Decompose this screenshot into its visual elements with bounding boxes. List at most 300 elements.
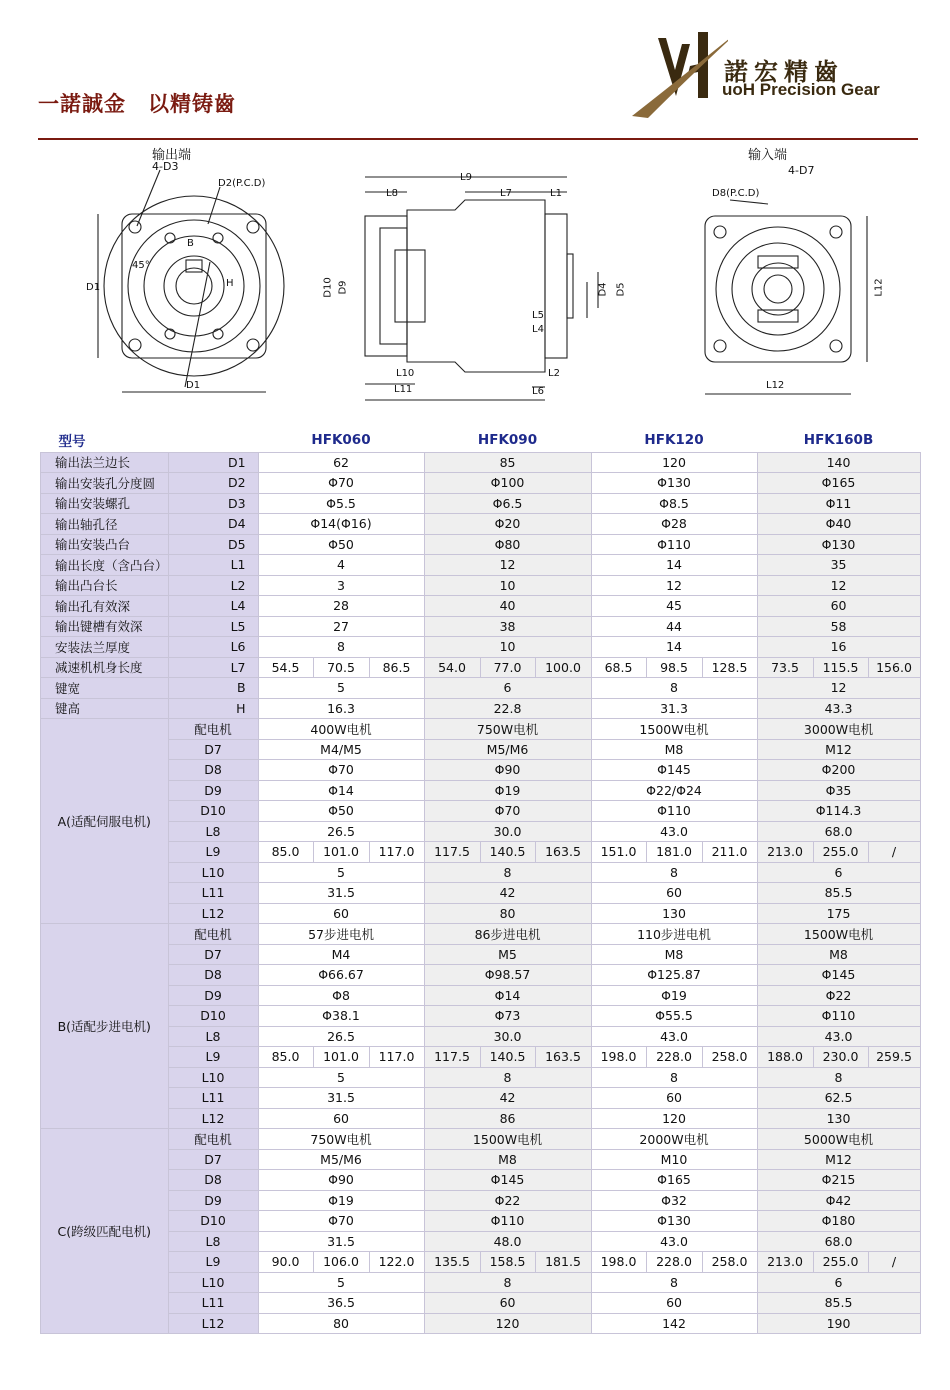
dim-l8: L8 (386, 188, 398, 199)
table-row (41, 1026, 921, 1047)
value-cell: Φ80 (424, 534, 591, 555)
table-row (41, 493, 921, 514)
value-cell: Φ98.57 (424, 965, 591, 986)
value-cell: 31.3 (591, 698, 757, 719)
value-cell: 188.0 (757, 1047, 813, 1068)
value-cell: Φ145 (591, 760, 757, 781)
dim-l4: L4 (532, 324, 544, 335)
value-cell: 43.0 (757, 1026, 920, 1047)
row-label: 输出安装孔分度圆 (41, 473, 169, 494)
dim-l1: L1 (550, 188, 562, 199)
value-cell: 117.5 (424, 842, 480, 863)
table-row (41, 657, 921, 678)
table-row (41, 1047, 921, 1068)
value-cell: 158.5 (480, 1252, 535, 1273)
value-cell: 8 (591, 1272, 757, 1293)
value-cell: 68.0 (757, 1231, 920, 1252)
row-code: L9 (168, 842, 258, 863)
header-model: HFK090 (477, 431, 538, 448)
value-cell: Φ22 (757, 985, 920, 1006)
value-cell: Φ5.5 (258, 493, 424, 514)
row-label: 输出法兰边长 (41, 452, 169, 473)
value-cell: Φ50 (258, 534, 424, 555)
value-cell: 12 (424, 555, 591, 576)
table-row (41, 1211, 921, 1232)
value-cell: Φ90 (424, 760, 591, 781)
row-code: L11 (168, 1088, 258, 1109)
row-code: D2 (168, 473, 258, 494)
value-cell: 43.3 (757, 698, 920, 719)
row-code: L11 (168, 1293, 258, 1314)
header-model-label: 型号 (58, 433, 86, 450)
value-cell: Φ145 (424, 1170, 591, 1191)
row-code: L10 (168, 862, 258, 883)
value-cell: 54.5 (258, 657, 313, 678)
header-model: HFK160B (803, 431, 874, 448)
value-cell: 3 (258, 575, 424, 596)
value-cell: Φ40 (757, 514, 920, 535)
dim-l11: L11 (394, 384, 413, 395)
value-cell: M8 (424, 1149, 591, 1170)
value-cell: Φ110 (424, 1211, 591, 1232)
table-row (41, 616, 921, 637)
value-cell: Φ42 (757, 1190, 920, 1211)
value-cell: 140.5 (480, 842, 535, 863)
value-cell: 36.5 (258, 1293, 424, 1314)
value-cell: 140.5 (480, 1047, 535, 1068)
row-code: L12 (168, 903, 258, 924)
row-code: 配电机 (168, 1129, 258, 1150)
row-code: L8 (168, 1026, 258, 1047)
value-cell: M5 (424, 944, 591, 965)
value-cell: 43.0 (591, 1231, 757, 1252)
value-cell: Φ19 (258, 1190, 424, 1211)
value-cell: 211.0 (702, 842, 757, 863)
dim-d2: D2(P.C.D) (218, 178, 266, 189)
row-code: 配电机 (168, 924, 258, 945)
table-row (41, 1293, 921, 1314)
value-cell: 31.5 (258, 1088, 424, 1109)
value-cell: Φ114.3 (757, 801, 920, 822)
value-cell: 8 (258, 637, 424, 658)
value-cell: Φ145 (757, 965, 920, 986)
value-cell: 2000W电机 (591, 1129, 757, 1150)
value-cell: 62 (258, 452, 424, 473)
table-row (41, 1170, 921, 1191)
value-cell: 42 (424, 1088, 591, 1109)
row-code: D9 (168, 985, 258, 1006)
value-cell: Φ8.5 (591, 493, 757, 514)
table-row (41, 1149, 921, 1170)
value-cell: 6 (757, 1272, 920, 1293)
value-cell: 60 (424, 1293, 591, 1314)
value-cell: M8 (591, 944, 757, 965)
value-cell: 110步进电机 (591, 924, 757, 945)
header-model: HFK060 (311, 431, 371, 448)
table-row (41, 944, 921, 965)
dim-l6: L6 (532, 386, 544, 397)
dim-d9: D9 (337, 280, 349, 295)
value-cell: 5 (258, 1272, 424, 1293)
table-row (41, 555, 921, 576)
value-cell: 12 (757, 575, 920, 596)
row-code: D10 (168, 801, 258, 822)
value-cell: 130 (591, 903, 757, 924)
value-cell: 255.0 (813, 842, 868, 863)
row-code: L12 (168, 1313, 258, 1334)
row-code: L8 (168, 821, 258, 842)
value-cell: 26.5 (258, 821, 424, 842)
value-cell: 255.0 (813, 1252, 868, 1273)
row-label: 键宽 (41, 678, 169, 699)
value-cell: 5000W电机 (757, 1129, 920, 1150)
group-label: A(适配伺服电机) (41, 719, 169, 924)
value-cell: Φ8 (258, 985, 424, 1006)
value-cell: 181.0 (646, 842, 702, 863)
value-cell: 8 (424, 1067, 591, 1088)
value-cell: 16 (757, 637, 920, 658)
value-cell: Φ110 (757, 1006, 920, 1027)
table-row (41, 903, 921, 924)
row-code: 配电机 (168, 719, 258, 740)
value-cell: 54.0 (424, 657, 480, 678)
dim-4-d3: 4-D3 (152, 160, 179, 173)
value-cell: M4/M5 (258, 739, 424, 760)
value-cell: 85.5 (757, 1293, 920, 1314)
table-row (41, 924, 921, 945)
table-row (41, 698, 921, 719)
dim-l7: L7 (500, 188, 512, 199)
value-cell: 8 (424, 1272, 591, 1293)
value-cell: Φ22/Φ24 (591, 780, 757, 801)
value-cell: 31.5 (258, 1231, 424, 1252)
table-row (41, 739, 921, 760)
value-cell: 198.0 (591, 1047, 646, 1068)
dim-d5: D5 (615, 282, 627, 297)
value-cell: M5/M6 (258, 1149, 424, 1170)
value-cell: M5/M6 (424, 739, 591, 760)
value-cell: 120 (424, 1313, 591, 1334)
value-cell: Φ14 (258, 780, 424, 801)
value-cell: 6 (757, 862, 920, 883)
row-label: 输出键槽有效深 (41, 616, 169, 637)
table-row (41, 862, 921, 883)
value-cell: 101.0 (313, 1047, 369, 1068)
value-cell: Φ70 (258, 1211, 424, 1232)
value-cell: 68.5 (591, 657, 646, 678)
value-cell: 30.0 (424, 821, 591, 842)
value-cell: Φ14(Φ16) (258, 514, 424, 535)
value-cell: 122.0 (369, 1252, 424, 1273)
value-cell: / (868, 842, 920, 863)
table-row (41, 452, 921, 473)
row-label: 键高 (41, 698, 169, 719)
table-row (41, 1272, 921, 1293)
row-code: L4 (168, 596, 258, 617)
row-label: 输出安装凸台 (41, 534, 169, 555)
row-label: 输出孔有效深 (41, 596, 169, 617)
value-cell: 142 (591, 1313, 757, 1334)
value-cell: Φ70 (424, 801, 591, 822)
row-code: D7 (168, 1149, 258, 1170)
value-cell: 85 (424, 452, 591, 473)
value-cell: 27 (258, 616, 424, 637)
value-cell: 44 (591, 616, 757, 637)
value-cell: Φ70 (258, 473, 424, 494)
row-code: D5 (168, 534, 258, 555)
value-cell: 750W电机 (258, 1129, 424, 1150)
value-cell: 38 (424, 616, 591, 637)
value-cell: M12 (757, 739, 920, 760)
value-cell: Φ22 (424, 1190, 591, 1211)
value-cell: 8 (424, 862, 591, 883)
value-cell: Φ110 (591, 801, 757, 822)
value-cell: 1500W电机 (757, 924, 920, 945)
value-cell: 213.0 (757, 1252, 813, 1273)
value-cell: 5 (258, 862, 424, 883)
row-code: D7 (168, 739, 258, 760)
dim-l5: L5 (532, 310, 544, 321)
row-code: D10 (168, 1211, 258, 1232)
table-row (41, 842, 921, 863)
value-cell: Φ130 (757, 534, 920, 555)
value-cell: M4 (258, 944, 424, 965)
value-cell: 62.5 (757, 1088, 920, 1109)
value-cell: 60 (591, 883, 757, 904)
value-cell: 14 (591, 555, 757, 576)
table-row (41, 1190, 921, 1211)
value-cell: 57步进电机 (258, 924, 424, 945)
dim-h: H (226, 278, 234, 289)
value-cell: 4 (258, 555, 424, 576)
row-code: D7 (168, 944, 258, 965)
value-cell: Φ50 (258, 801, 424, 822)
value-cell: Φ32 (591, 1190, 757, 1211)
table-row (41, 780, 921, 801)
value-cell: Φ19 (424, 780, 591, 801)
value-cell: 163.5 (535, 842, 591, 863)
value-cell: 86步进电机 (424, 924, 591, 945)
value-cell: 60 (258, 903, 424, 924)
row-code: D8 (168, 760, 258, 781)
value-cell: 8 (757, 1067, 920, 1088)
value-cell: Φ35 (757, 780, 920, 801)
value-cell: Φ70 (258, 760, 424, 781)
value-cell: 8 (591, 862, 757, 883)
value-cell: Φ38.1 (258, 1006, 424, 1027)
value-cell: 5 (258, 1067, 424, 1088)
value-cell: 130 (757, 1108, 920, 1129)
value-cell: Φ90 (258, 1170, 424, 1191)
value-cell: M8 (591, 739, 757, 760)
row-code: D8 (168, 965, 258, 986)
drawing-lines (40, 142, 920, 412)
row-code: L2 (168, 575, 258, 596)
table-row (41, 1067, 921, 1088)
value-cell: 22.8 (424, 698, 591, 719)
brand-logo-icon (628, 18, 728, 128)
value-cell: 106.0 (313, 1252, 369, 1273)
value-cell: 85.0 (258, 1047, 313, 1068)
spec-table (40, 428, 921, 1334)
row-label: 输出凸台长 (41, 575, 169, 596)
page-header (0, 0, 950, 150)
value-cell: Φ73 (424, 1006, 591, 1027)
value-cell: 117.5 (424, 1047, 480, 1068)
value-cell: 8 (591, 1067, 757, 1088)
row-label: 输出轴孔径 (41, 514, 169, 535)
value-cell: 26.5 (258, 1026, 424, 1047)
value-cell: 85.5 (757, 883, 920, 904)
value-cell: 35 (757, 555, 920, 576)
table-row (41, 1129, 921, 1150)
row-label: 输出长度（含凸台） (41, 555, 169, 576)
value-cell: 60 (258, 1108, 424, 1129)
table-row (41, 1313, 921, 1334)
value-cell: 12 (757, 678, 920, 699)
value-cell: Φ110 (591, 534, 757, 555)
table-row (41, 678, 921, 699)
dim-l10: L10 (396, 368, 415, 379)
value-cell: 228.0 (646, 1047, 702, 1068)
value-cell: Φ165 (591, 1170, 757, 1191)
value-cell: 190 (757, 1313, 920, 1334)
value-cell: 31.5 (258, 883, 424, 904)
row-label: 安装法兰厚度 (41, 637, 169, 658)
value-cell: 117.0 (369, 842, 424, 863)
value-cell: 120 (591, 452, 757, 473)
value-cell: 85.0 (258, 842, 313, 863)
dim-d10: D10 (322, 277, 334, 298)
value-cell: 230.0 (813, 1047, 868, 1068)
value-cell: Φ125.87 (591, 965, 757, 986)
dim-d8: D8(P.C.D) (712, 188, 760, 199)
value-cell: 120 (591, 1108, 757, 1129)
row-code: L6 (168, 637, 258, 658)
value-cell: 115.5 (813, 657, 868, 678)
value-cell: 45 (591, 596, 757, 617)
row-code: H (168, 698, 258, 719)
table-row (41, 596, 921, 617)
value-cell: 101.0 (313, 842, 369, 863)
dim-l2: L2 (548, 368, 560, 379)
table-row (41, 473, 921, 494)
table-row (41, 1108, 921, 1129)
value-cell: Φ66.67 (258, 965, 424, 986)
row-code: L11 (168, 883, 258, 904)
value-cell: 73.5 (757, 657, 813, 678)
value-cell: Φ28 (591, 514, 757, 535)
value-cell: 60 (591, 1088, 757, 1109)
value-cell: 12 (591, 575, 757, 596)
value-cell: 1500W电机 (424, 1129, 591, 1150)
value-cell: 16.3 (258, 698, 424, 719)
value-cell: 140 (757, 452, 920, 473)
value-cell: 181.5 (535, 1252, 591, 1273)
dim-l12-bottom: L12 (766, 380, 785, 391)
value-cell: 213.0 (757, 842, 813, 863)
value-cell: 48.0 (424, 1231, 591, 1252)
dim-d4: D4 (597, 282, 609, 297)
dim-b: B (187, 238, 194, 249)
table-row (41, 1006, 921, 1027)
value-cell: 60 (757, 596, 920, 617)
value-cell: 1500W电机 (591, 719, 757, 740)
table-row (41, 719, 921, 740)
row-code: L10 (168, 1067, 258, 1088)
value-cell: 400W电机 (258, 719, 424, 740)
row-code: L10 (168, 1272, 258, 1293)
header-divider (38, 138, 918, 140)
value-cell: 68.0 (757, 821, 920, 842)
value-cell: Φ130 (591, 473, 757, 494)
value-cell: 117.0 (369, 1047, 424, 1068)
value-cell: 258.0 (702, 1252, 757, 1273)
table-row (41, 514, 921, 535)
value-cell: 14 (591, 637, 757, 658)
row-code: D9 (168, 1190, 258, 1211)
value-cell: / (868, 1252, 920, 1273)
value-cell: 43.0 (591, 1026, 757, 1047)
value-cell: Φ55.5 (591, 1006, 757, 1027)
value-cell: Φ20 (424, 514, 591, 535)
table-row (41, 821, 921, 842)
value-cell: 28 (258, 596, 424, 617)
row-code: B (168, 678, 258, 699)
table-row (41, 637, 921, 658)
value-cell: 156.0 (868, 657, 920, 678)
table-row (41, 801, 921, 822)
label-output-end: 输出端 (152, 148, 192, 163)
row-code: D8 (168, 1170, 258, 1191)
dim-l12-side: L12 (873, 278, 885, 297)
table-row (41, 760, 921, 781)
table-header-row (41, 428, 921, 452)
brand-name-en: uoH Precision Gear (722, 80, 880, 99)
row-code: D4 (168, 514, 258, 535)
value-cell: 10 (424, 575, 591, 596)
row-code: L7 (168, 657, 258, 678)
value-cell: Φ200 (757, 760, 920, 781)
row-code: L5 (168, 616, 258, 637)
value-cell: 43.0 (591, 821, 757, 842)
dim-l9: L9 (460, 172, 472, 183)
value-cell: Φ14 (424, 985, 591, 1006)
row-code: L9 (168, 1252, 258, 1273)
value-cell: 5 (258, 678, 424, 699)
value-cell: 6 (424, 678, 591, 699)
value-cell: 198.0 (591, 1252, 646, 1273)
dim-angle: 45° (132, 260, 150, 271)
row-code: L8 (168, 1231, 258, 1252)
table-row (41, 1088, 921, 1109)
value-cell: 77.0 (480, 657, 535, 678)
table-row (41, 985, 921, 1006)
value-cell: 151.0 (591, 842, 646, 863)
row-code: D9 (168, 780, 258, 801)
value-cell: Φ6.5 (424, 493, 591, 514)
value-cell: Φ165 (757, 473, 920, 494)
table-row (41, 1231, 921, 1252)
value-cell: 90.0 (258, 1252, 313, 1273)
table-row (41, 534, 921, 555)
value-cell: 86 (424, 1108, 591, 1129)
row-code: D3 (168, 493, 258, 514)
value-cell: Φ180 (757, 1211, 920, 1232)
row-code: D1 (168, 452, 258, 473)
value-cell: 135.5 (424, 1252, 480, 1273)
brand-name-cn: 諾宏精齒 (724, 57, 844, 86)
